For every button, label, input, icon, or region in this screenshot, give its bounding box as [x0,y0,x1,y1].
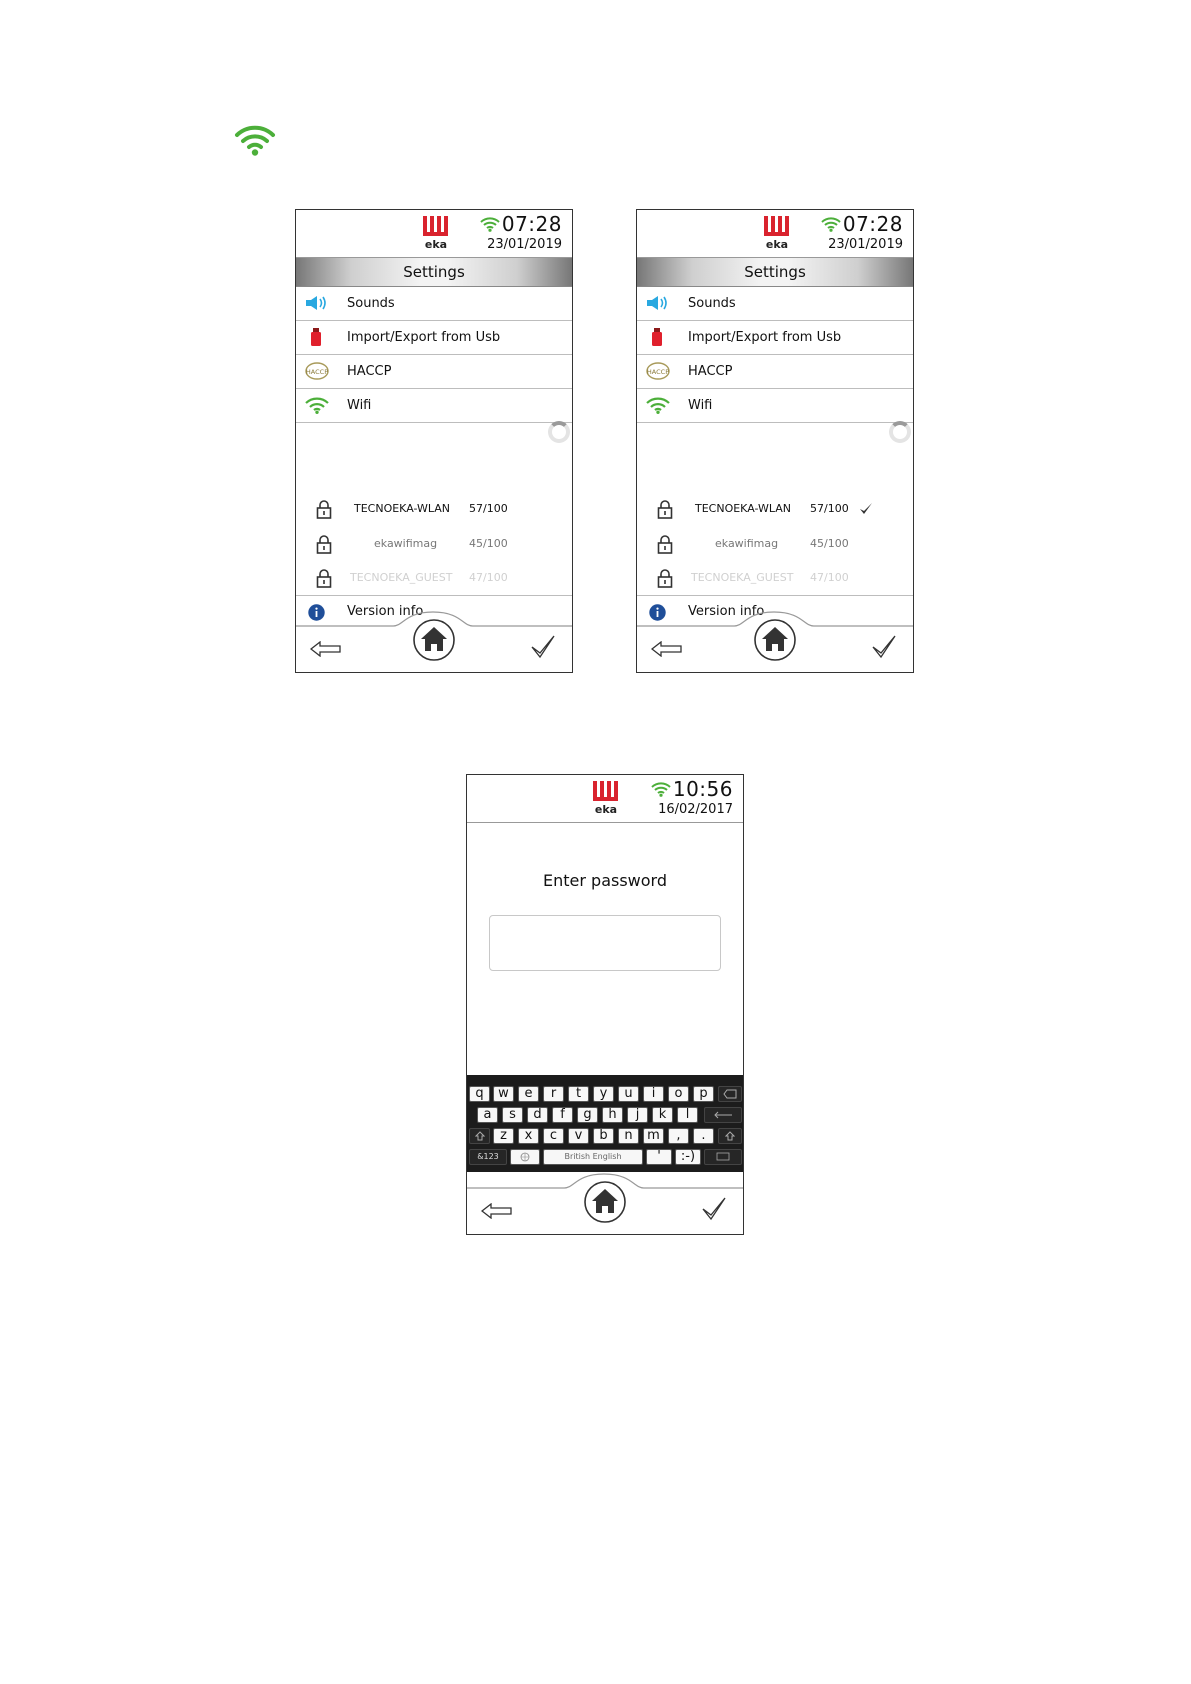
key[interactable]: r [543,1086,564,1102]
loading-spinner [548,421,570,443]
network-item-selected[interactable] [637,494,913,524]
menu-item-import-export[interactable] [296,321,572,355]
network-signal: 57/100 [810,502,849,515]
menu-item-label: HACCP [688,364,733,379]
menu-item-sounds[interactable] [296,287,572,321]
key[interactable]: c [543,1128,564,1144]
lock-icon [316,534,332,554]
password-prompt: Enter password [543,871,667,890]
menu-item-import-export[interactable] [637,321,913,355]
key[interactable]: a [477,1107,498,1123]
menu-item-label: Wifi [688,398,713,413]
network-item[interactable] [637,563,913,593]
wifi-icon [305,396,329,414]
network-signal: 47/100 [810,571,849,584]
key[interactable]: t [568,1086,589,1102]
lock-icon [657,534,673,554]
wifi-icon [234,124,276,156]
bottom-nav [637,626,913,672]
hide-keyboard-key[interactable] [704,1149,742,1165]
key[interactable]: k [652,1107,673,1123]
network-signal: 45/100 [469,537,508,550]
lock-icon [316,568,332,588]
key[interactable]: b [593,1128,614,1144]
key[interactable]: w [493,1086,514,1102]
usb-icon [646,328,670,346]
mode-key[interactable]: &123 [469,1149,507,1165]
bottom-nav [296,626,572,672]
page-title: Settings [637,258,913,287]
shift-icon [725,1131,735,1141]
menu-item-label: Import/Export from Usb [688,330,842,345]
haccp-icon [646,362,670,380]
globe-icon [520,1152,530,1162]
menu-item-haccp[interactable] [296,355,572,389]
menu-item-label: HACCP [347,364,392,379]
status-bar [467,775,743,823]
menu-item-label: Sounds [688,296,736,311]
key[interactable]: o [668,1086,689,1102]
lock-icon [316,499,332,519]
on-screen-keyboard [467,1075,743,1172]
network-item[interactable] [296,529,572,559]
key[interactable]: d [527,1107,548,1123]
shift-key[interactable] [718,1128,742,1144]
key[interactable]: :-) [675,1149,701,1165]
menu-item-label: Version info [688,604,765,619]
shift-key[interactable] [469,1128,490,1144]
speaker-icon [305,294,329,312]
status-bar [296,210,572,258]
network-ssid: TECNOEKA-WLAN [354,502,451,515]
settings-screen-1 [295,209,573,673]
network-item[interactable] [637,529,913,559]
key[interactable]: q [469,1086,490,1102]
key[interactable]: . [693,1128,714,1144]
menu-item-label: Version info [347,604,424,619]
checkmark-icon[interactable] [701,1196,727,1222]
key[interactable]: f [552,1107,573,1123]
backspace-key[interactable] [718,1086,742,1102]
menu-item-label: Import/Export from Usb [347,330,501,345]
speaker-icon [646,294,670,312]
key[interactable]: s [502,1107,523,1123]
keyboard-icon [716,1152,730,1162]
status-bar [637,210,913,258]
network-signal: 57/100 [469,502,508,515]
network-item[interactable] [296,494,572,524]
key[interactable]: g [577,1107,598,1123]
menu-item-wifi[interactable] [637,389,913,423]
clock-time: 10:56 [672,777,733,801]
key[interactable]: e [518,1086,539,1102]
back-arrow-icon[interactable] [310,641,342,657]
key[interactable]: h [602,1107,623,1123]
key[interactable]: i [643,1086,664,1102]
loading-spinner [889,421,911,443]
key[interactable]: p [693,1086,714,1102]
svg-text:HACCP: HACCP [646,368,670,376]
network-ssid: TECNOEKA-WLAN [695,502,792,515]
bottom-nav [467,1188,743,1234]
key[interactable]: l [677,1107,698,1123]
menu-item-label: Sounds [347,296,395,311]
network-item[interactable] [296,563,572,593]
wifi-icon [646,396,670,414]
eka-logo [762,215,792,251]
key[interactable]: z [493,1128,514,1144]
menu-item-wifi[interactable] [296,389,572,423]
network-signal: 45/100 [810,537,849,550]
clock-date: 16/02/2017 [658,802,733,817]
network-ssid: TECNOEKA_GUEST [350,571,453,584]
key[interactable]: y [593,1086,614,1102]
key[interactable]: u [618,1086,639,1102]
svg-text:eka: eka [594,803,618,816]
svg-text:HACCP: HACCP [305,368,329,376]
eka-logo [421,215,451,251]
eka-logo [591,780,621,816]
menu-item-haccp[interactable] [637,355,913,389]
clock-time: 07:28 [842,212,903,236]
clock-date: 23/01/2019 [828,237,903,252]
clock-date: 23/01/2019 [487,237,562,252]
haccp-icon [305,362,329,380]
wifi-status-icon [820,216,842,232]
usb-icon [305,328,329,346]
selected-check-icon [859,502,873,516]
network-ssid: ekawifimag [715,537,779,550]
password-input[interactable] [489,915,721,971]
menu-item-sounds[interactable] [637,287,913,321]
globe-key[interactable] [510,1149,540,1165]
space-key[interactable]: British English [543,1149,643,1165]
home-button[interactable] [583,1180,627,1224]
network-ssid: TECNOEKA_GUEST [691,571,794,584]
back-arrow-icon[interactable] [651,641,683,657]
svg-text:eka: eka [424,238,448,251]
settings-screen-2 [636,209,914,673]
checkmark-icon[interactable] [871,634,897,660]
clock-time: 07:28 [501,212,562,236]
enter-key[interactable] [704,1107,742,1123]
key[interactable]: , [668,1128,689,1144]
key[interactable]: j [627,1107,648,1123]
svg-text:eka: eka [765,238,789,251]
key[interactable]: x [518,1128,539,1144]
checkmark-icon[interactable] [530,634,556,660]
page-title: Settings [296,258,572,287]
menu-item-label: Wifi [347,398,372,413]
key[interactable]: ' [646,1149,672,1165]
wifi-status-icon [650,781,672,797]
key[interactable]: m [643,1128,664,1144]
key[interactable]: v [568,1128,589,1144]
backspace-icon [723,1089,737,1099]
key[interactable]: n [618,1128,639,1144]
lock-icon [657,499,673,519]
shift-icon [475,1131,485,1141]
wifi-status-icon [479,216,501,232]
back-arrow-icon[interactable] [481,1203,513,1219]
enter-icon [713,1110,733,1120]
network-signal: 47/100 [469,571,508,584]
home-button[interactable] [753,618,797,662]
network-ssid: ekawifimag [374,537,438,550]
password-screen [466,774,744,1235]
home-button[interactable] [412,618,456,662]
lock-icon [657,568,673,588]
